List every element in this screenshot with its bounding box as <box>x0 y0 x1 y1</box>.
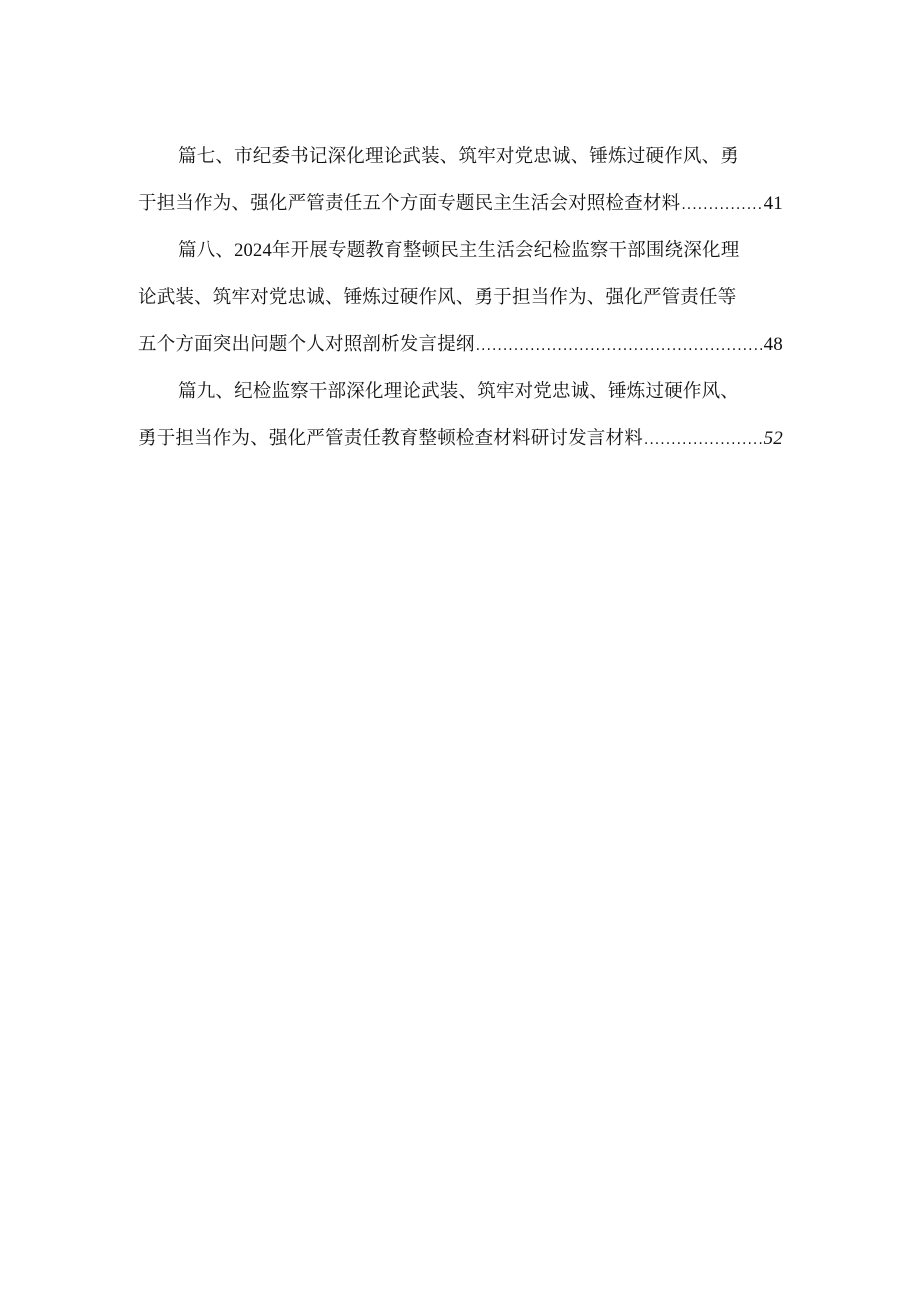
toc-entry-8-line-3 <box>138 321 783 368</box>
dot-leader <box>643 417 764 462</box>
toc-entry-8-page-number: 48 <box>763 334 783 355</box>
toc-entry-9-line-2-text: 勇于担当作为、强化严管责任教育整顿检查材料研讨发言材料 <box>138 428 643 449</box>
toc-entry-8-line-2: 论武装、筑牢对党忠诚、锤炼过硬作风、勇于担当作为、强化严管责任等 <box>138 287 737 308</box>
toc-entry-9-line-2 <box>138 415 783 462</box>
toc-entry-8-prefix: 篇八、 <box>178 240 235 261</box>
toc-entry-9[interactable] <box>138 368 783 462</box>
toc-entry-8-line-3-text: 五个方面突出问题个人对照剖析发言提纲 <box>138 334 475 355</box>
toc-entry-7-page-number: 41 <box>763 193 783 214</box>
toc-entry-9-line-1: 篇九、纪检监察干部深化理论武装、筑牢对党忠诚、锤炼过硬作风、 <box>178 381 740 402</box>
toc-entry-7-line-2-text: 于担当作为、强化严管责任五个方面专题民主生活会对照检查材料 <box>138 193 681 214</box>
dot-leader <box>680 182 763 227</box>
table-of-contents <box>138 133 783 462</box>
toc-entry-8-line-1 <box>138 227 783 274</box>
toc-entry-9-page-number: 52 <box>763 428 783 449</box>
toc-entry-7-line-1: 篇七、市纪委书记深化理论武装、筑牢对党忠诚、锤炼过硬作风、勇 <box>178 146 740 167</box>
toc-entry-8-year: 2024 <box>234 241 272 261</box>
dot-leader <box>475 323 764 368</box>
toc-entry-8[interactable] <box>138 227 783 368</box>
toc-entry-7[interactable] <box>138 133 783 227</box>
toc-entry-7-line-2 <box>138 180 783 227</box>
toc-entry-8-suffix: 年开展专题教育整顿民主生活会纪检监察干部围绕深化理 <box>271 240 740 261</box>
